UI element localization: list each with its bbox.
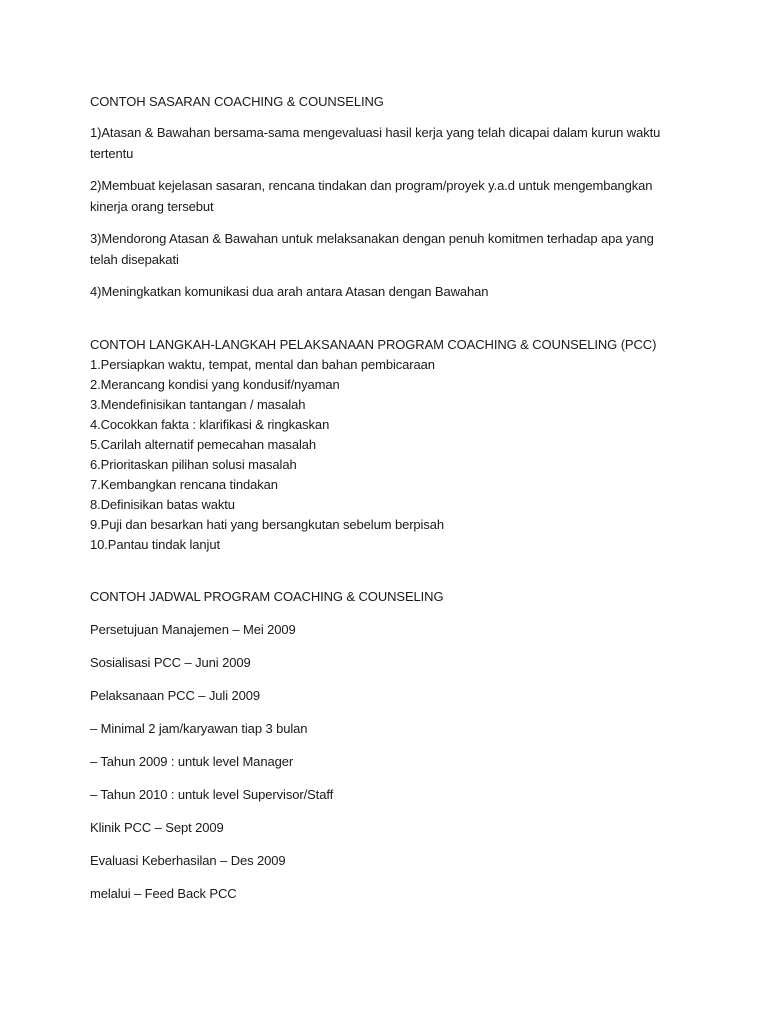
- jadwal-entry: Persetujuan Manajemen – Mei 2009: [90, 621, 296, 637]
- sasaran-item-2: 2)Membuat kejelasan sasaran, rencana tindakan dan program/proyek y.a.d untuk mengembangkan kinerja orang tersebut: [90, 178, 653, 214]
- jadwal-entry: – Tahun 2009 : untuk level Manager: [90, 753, 294, 769]
- sasaran-item-1: 1)Atasan & Bawahan bersama-sama mengevaluasi hasil kerja yang telah dicapai dalam kurun waktu tertentu: [90, 125, 661, 161]
- langkah-step-6: 6.Prioritaskan pilihan solusi masalah: [90, 456, 297, 472]
- langkah-step-8: 8.Definisikan batas waktu: [90, 496, 235, 512]
- langkah-step-5: 5.Carilah alternatif pemecahan masalah: [90, 436, 316, 452]
- document-page: [90, 92, 680, 904]
- langkah-step-1: 1.Persiapkan waktu, tempat, mental dan bahan pembicaraan: [90, 356, 435, 372]
- langkah-step-10: 10.Pantau tindak lanjut: [90, 536, 220, 552]
- jadwal-entry: Pelaksanaan PCC – Juli 2009: [90, 687, 261, 703]
- jadwal-entry: – Tahun 2010 : untuk level Supervisor/Staff: [90, 786, 334, 802]
- section-sasaran-title: CONTOH SASARAN COACHING & COUNSELING: [90, 94, 384, 109]
- section-jadwal-title: CONTOH JADWAL PROGRAM COACHING & COUNSELING: [90, 588, 444, 604]
- jadwal-entry: Klinik PCC – Sept 2009: [90, 819, 224, 835]
- jadwal-entry: Evaluasi Keberhasilan – Des 2009: [90, 852, 286, 868]
- jadwal-entry: Sosialisasi PCC – Juni 2009: [90, 654, 251, 670]
- sasaran-item-4: 4)Meningkatkan komunikasi dua arah antara Atasan dengan Bawahan: [90, 284, 489, 299]
- langkah-step-3: 3.Mendefinisikan tantangan / masalah: [90, 396, 306, 412]
- sasaran-item-3: 3)Mendorong Atasan & Bawahan untuk melaksanakan dengan penuh komitmen terhadap apa yang telah disepakati: [90, 231, 654, 267]
- langkah-step-7: 7.Kembangkan rencana tindakan: [90, 476, 278, 492]
- section-langkah-title: CONTOH LANGKAH-LANGKAH PELAKSANAAN PROGRAM COACHING & COUNSELING (PCC): [90, 336, 657, 352]
- langkah-step-4: 4.Cocokkan fakta : klarifikasi & ringkaskan: [90, 416, 330, 432]
- langkah-step-9: 9.Puji dan besarkan hati yang bersangkutan sebelum berpisah: [90, 516, 445, 532]
- langkah-step-2: 2.Merancang kondisi yang kondusif/nyaman: [90, 376, 340, 392]
- jadwal-entry: melalui – Feed Back PCC: [90, 885, 237, 901]
- jadwal-entry: – Minimal 2 jam/karyawan tiap 3 bulan: [90, 720, 308, 736]
